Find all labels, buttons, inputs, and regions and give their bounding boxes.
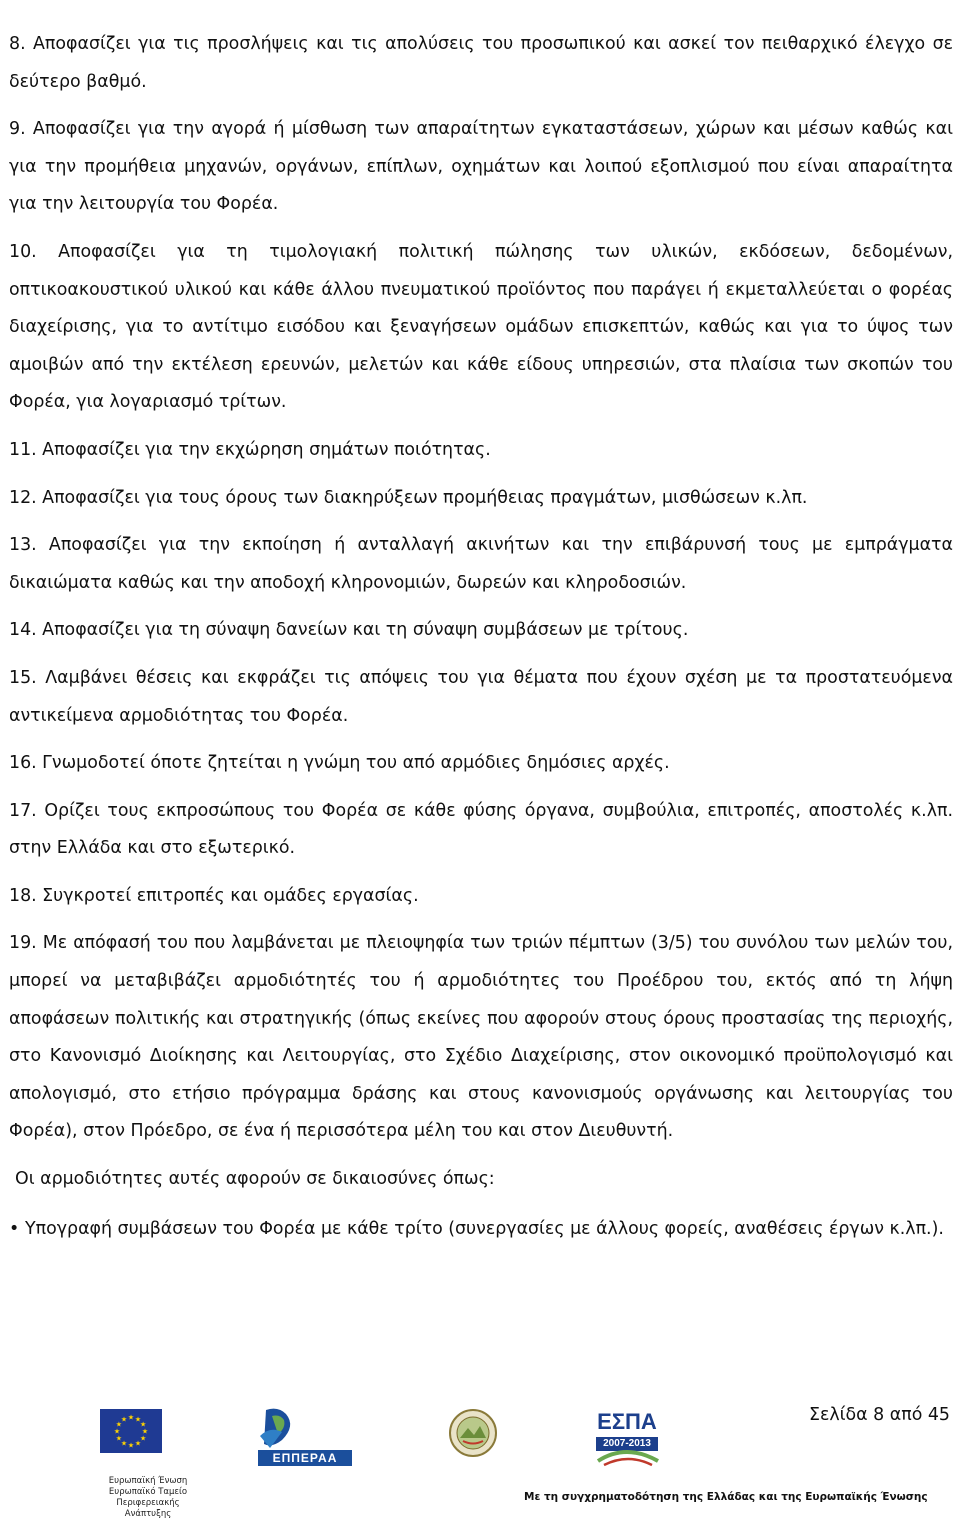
- eu-star-icon: ★: [127, 1441, 135, 1450]
- eu-star-icon: ★: [139, 1434, 147, 1443]
- eu-star-icon: ★: [115, 1434, 123, 1443]
- paragraph-14: 14. Αποφασίζει για τη σύναψη δανείων και τη σύναψη συμβάσεων με τρίτους.: [9, 620, 689, 641]
- eu-star-icon: ★: [134, 1415, 142, 1424]
- paragraph-18: 18. Συγκροτεί επιτροπές και ομάδες εργασίας.: [9, 885, 419, 906]
- eu-star-icon: ★: [139, 1420, 147, 1429]
- lead-text: Οι αρμοδιότητες αυτές αφορούν σε δικαιοσύνες όπως:: [15, 1169, 495, 1190]
- paragraph-15: 15. Λαμβάνει θέσεις και εκφράζει τις απόψεις του για θέματα που έχουν σχέση με τα προστατευόμενα αντικείμενα αρμοδιότητας του Φορέα.: [9, 667, 953, 726]
- hellenic-seal-logo: [448, 1408, 498, 1458]
- paragraph-16: 16. Γνωμοδοτεί όποτε ζητείται η γνώμη του από αρμόδιες δημόσιες αρχές.: [9, 753, 670, 774]
- eu-star-icon: ★: [120, 1439, 128, 1448]
- eu-caption-line-1: Ευρωπαϊκή Ένωση: [108, 1476, 188, 1486]
- paragraph-17: 17. Ορίζει τους εκπροσώπους του Φορέα σε κάθε φύσης όργανα, συμβούλια, επιτροπές, αποστολές κ.λπ. στην Ελλάδα και στο εξωτερικό.: [9, 800, 953, 859]
- bullet-icon: •: [9, 1218, 20, 1239]
- paragraph-8: 8. Αποφασίζει για τις προσλήψεις και τις απολύσεις του προσωπικού και ασκεί τον πειθαρχικό έλεγχο σε δεύτερο βαθμό.: [9, 34, 953, 92]
- espa-logo: [590, 1407, 664, 1467]
- paragraph-13: 13. Αποφασίζει για την εκποίηση ή ανταλλαγή ακινήτων και την επιβάρυνσή τους με εμπράγματα δικαιώματα καθώς και την αποδοχή κληρονομιών, δωρεών και κληροδοσιών.: [9, 535, 953, 593]
- footer: [0, 1400, 960, 1519]
- cofunding-statement: Με τη συγχρηματοδότηση της Ελλάδας και της Ευρωπαϊκής Ένωσης: [524, 1491, 928, 1503]
- eu-star-icon: ★: [120, 1415, 128, 1424]
- eu-flag-logo: [100, 1409, 162, 1453]
- eu-caption-line-2: Ευρωπαϊκό Ταμείο: [108, 1487, 188, 1497]
- eu-star-icon: ★: [141, 1427, 149, 1436]
- espa-logo-text: ΕΣΠΑ: [597, 1409, 657, 1434]
- eu-fund-caption: [93, 1476, 203, 1520]
- eu-star-icon: ★: [113, 1427, 121, 1436]
- eu-star-icon: ★: [115, 1420, 123, 1429]
- paragraph-11: 11. Αποφασίζει για την εκχώρηση σημάτων ποιότητας.: [9, 439, 491, 460]
- bullet-text: Υπογραφή συμβάσεων του Φορέα με κάθε τρίτο (συνεργασίες με άλλους φορείς, αναθέσεις έργων κ.λπ.).: [25, 1218, 944, 1239]
- eu-star-icon: ★: [134, 1439, 142, 1448]
- paragraph-9: 9. Αποφασίζει για την αγορά ή μίσθωση των απαραίτητων εγκαταστάσεων, χώρων και μέσων καθώς και για την προμήθεια μηχανών, οργάνων, επίπλων, οχημάτων και λοιπού εξοπλισμού που είναι απαραίτητα για την λειτουργία του Φορέα.: [9, 119, 953, 215]
- page-number: Σελίδα 8 από 45: [808, 1405, 950, 1425]
- bullet-item: [9, 1211, 953, 1249]
- document-body: [9, 26, 953, 1248]
- eu-star-icon: ★: [127, 1413, 135, 1422]
- paragraph-19: 19. Με απόφασή του που λαμβάνεται με πλειοψηφία των τριών πέμπτων (3/5) του συνόλου των μελών του, μπορεί να μεταβιβάζει αρμοδιότητές του ή αρμοδιότητες του Προέδρου του, εκτός από τη λήψη αποφάσεων πολιτικής και στρατηγικής (όπως εκείνες που αφορούν στους όρους προστασίας της περιοχής, στο Κανονισμό Διοίκησης και Λειτουργίας, στο Σχέδιο Διαχείρισης, στον οικονομικό προϋπολογισμό και απολογισμό, στο ετήσιο πρόγραμμα δράσης και στους κανονισμούς οργάνωσης και λειτουργίας του Φορέα), στον Πρόεδρο, σε ένα ή περισσότερα μέλη του και στον Διευθυντή.: [9, 933, 953, 1142]
- espa-years-text: 2007-2013: [603, 1438, 651, 1449]
- paragraph-12: 12. Αποφασίζει για τους όρους των διακηρύξεων προμήθειας πραγμάτων, μισθώσεων κ.λπ.: [9, 487, 808, 508]
- paragraph-10: 10. Αποφασίζει για τη τιμολογιακή πολιτική πώλησης των υλικών, εκδόσεων, δεδομένων, οπτικοακουστικού υλικού και κάθε άλλου πνευματικού προϊόντος που παράγει ή εκμεταλλεύεται ο φορέας διαχείρισης, για το αντίτιμο εισόδου και ξεναγήσεων ομάδων επισκεπτών, καθώς και για το ύψος των αμοιβών από την εκτέλεση ερευνών, μελετών και κάθε είδους υπηρεσιών, στα πλαίσια των σκοπών του Φορέα, για λογαριασμό τρίτων.: [9, 241, 953, 413]
- epperaa-logo: [256, 1406, 354, 1466]
- eu-caption-line-3: Περιφερειακής Ανάπτυξης: [116, 1498, 180, 1519]
- epperaa-logo-text: ΕΠΠΕΡΑΑ: [272, 1451, 338, 1465]
